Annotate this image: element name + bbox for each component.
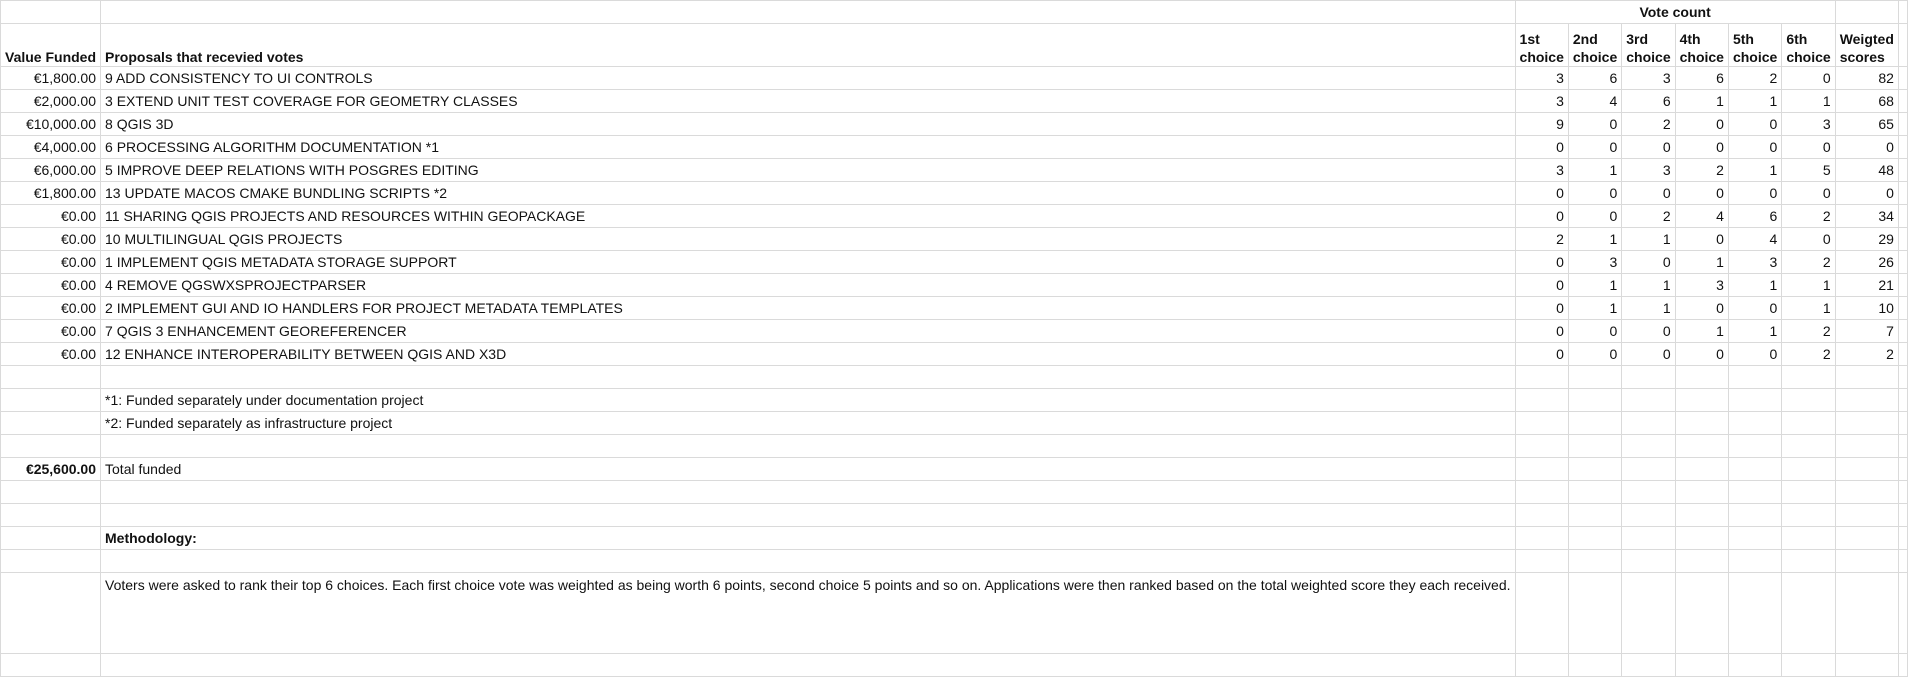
weighted-score-cell[interactable]: 21	[1835, 274, 1898, 297]
value-funded-cell[interactable]: €0.00	[1, 343, 101, 366]
cell[interactable]	[1515, 527, 1568, 550]
cell[interactable]	[1898, 182, 1907, 205]
choice-header-label: choice	[1732, 49, 1778, 65]
cell[interactable]	[1675, 389, 1728, 412]
choice-header-label: choice	[1572, 49, 1618, 65]
vote-count-cell-choice-3[interactable]: 1	[1622, 274, 1675, 297]
table-row	[1, 527, 1908, 550]
cell[interactable]	[1728, 573, 1781, 654]
cell[interactable]	[1515, 366, 1568, 389]
table-row	[1, 159, 1908, 182]
vote-count-cell-choice-5[interactable]: 2	[1728, 67, 1781, 90]
vote-count-cell-choice-3[interactable]: 1	[1622, 228, 1675, 251]
cell[interactable]	[1782, 504, 1835, 527]
proposal-cell[interactable]: 4 REMOVE QGSWXSPROJECTPARSER	[101, 274, 1516, 297]
vote-count-cell-choice-6[interactable]: 2	[1782, 320, 1835, 343]
cell[interactable]	[101, 1, 1516, 24]
cell[interactable]	[1675, 458, 1728, 481]
vote-count-cell-choice-6[interactable]: 2	[1782, 251, 1835, 274]
vote-count-cell-choice-2[interactable]: 1	[1568, 297, 1621, 320]
cell[interactable]	[1898, 1, 1907, 24]
vote-count-cell-choice-3[interactable]: 0	[1622, 320, 1675, 343]
vote-count-cell-choice-3[interactable]: 0	[1622, 182, 1675, 205]
weighted-scores-header[interactable]	[1835, 24, 1898, 67]
cell[interactable]	[1622, 527, 1675, 550]
proposal-cell[interactable]: 2 IMPLEMENT GUI AND IO HANDLERS FOR PROJECT METADATA TEMPLATES	[101, 297, 1516, 320]
cell[interactable]	[1, 435, 101, 458]
empty-row	[1, 504, 1908, 527]
table-row	[1, 228, 1908, 251]
cell[interactable]	[1898, 435, 1907, 458]
cell[interactable]	[1568, 654, 1621, 677]
empty-row	[1, 435, 1908, 458]
value-funded-cell[interactable]: €4,000.00	[1, 136, 101, 159]
cell[interactable]	[1835, 654, 1898, 677]
cell[interactable]	[101, 366, 1516, 389]
choice-header-rank: 5th	[1732, 31, 1754, 47]
cell[interactable]	[1728, 504, 1781, 527]
cell[interactable]	[1, 504, 101, 527]
proposal-cell[interactable]: 3 EXTEND UNIT TEST COVERAGE FOR GEOMETRY CLASSES	[101, 90, 1516, 113]
table-row	[1, 389, 1908, 412]
vote-count-cell-choice-1[interactable]: 0	[1515, 274, 1568, 297]
cell[interactable]	[1568, 527, 1621, 550]
table-row	[1, 182, 1908, 205]
empty-row	[1, 481, 1908, 504]
cell[interactable]	[1515, 654, 1568, 677]
proposals-header[interactable]: Proposals that recevied votes	[101, 24, 1516, 67]
vote-count-cell-choice-4[interactable]: 1	[1675, 90, 1728, 113]
choice-header-6[interactable]	[1782, 24, 1835, 67]
weighted-score-cell[interactable]: 29	[1835, 228, 1898, 251]
table-row	[1, 412, 1908, 435]
vote-count-cell-choice-5[interactable]: 1	[1728, 274, 1781, 297]
cell[interactable]	[1728, 412, 1781, 435]
table-row	[1, 136, 1908, 159]
vote-count-cell-choice-2[interactable]: 0	[1568, 205, 1621, 228]
vote-count-cell-choice-5[interactable]: 0	[1728, 297, 1781, 320]
cell[interactable]	[1782, 435, 1835, 458]
weighted-score-cell[interactable]: 82	[1835, 67, 1898, 90]
weighted-score-cell[interactable]: 68	[1835, 90, 1898, 113]
cell[interactable]	[1898, 67, 1907, 90]
vote-count-cell-choice-3[interactable]: 3	[1622, 159, 1675, 182]
cell[interactable]	[1898, 458, 1907, 481]
vote-count-cell-choice-6[interactable]: 1	[1782, 297, 1835, 320]
cell[interactable]	[1728, 481, 1781, 504]
vote-count-cell-choice-5[interactable]: 0	[1728, 182, 1781, 205]
cell[interactable]	[1515, 504, 1568, 527]
cell[interactable]	[1728, 550, 1781, 573]
cell[interactable]	[1835, 1, 1898, 24]
vote-count-cell-choice-3[interactable]: 0	[1622, 251, 1675, 274]
cell[interactable]	[1835, 573, 1898, 654]
cell[interactable]	[1898, 343, 1907, 366]
weighted-score-cell[interactable]: 34	[1835, 205, 1898, 228]
choice-header-rank: 4th	[1679, 31, 1701, 47]
cell[interactable]	[1728, 458, 1781, 481]
cell[interactable]	[1515, 389, 1568, 412]
table-row	[1, 343, 1908, 366]
cell[interactable]	[1835, 389, 1898, 412]
vote-count-cell-choice-4[interactable]: 0	[1675, 113, 1728, 136]
cell[interactable]	[1568, 435, 1621, 458]
vote-count-cell-choice-4[interactable]: 0	[1675, 297, 1728, 320]
empty-row	[1, 550, 1908, 573]
vote-count-cell-choice-2[interactable]: 6	[1568, 67, 1621, 90]
proposal-cell[interactable]: 13 UPDATE MACOS CMAKE BUNDLING SCRIPTS *2	[101, 182, 1516, 205]
cell[interactable]	[1, 654, 101, 677]
weighted-score-cell[interactable]: 0	[1835, 136, 1898, 159]
vote-count-cell-choice-2[interactable]: 3	[1568, 251, 1621, 274]
vote-count-cell-choice-1[interactable]: 0	[1515, 320, 1568, 343]
vote-count-cell-choice-4[interactable]: 0	[1675, 182, 1728, 205]
cell[interactable]	[1675, 550, 1728, 573]
total-funded-label[interactable]: Total funded	[101, 458, 1516, 481]
value-funded-cell[interactable]: €0.00	[1, 205, 101, 228]
cell[interactable]	[1622, 573, 1675, 654]
vote-count-cell-choice-3[interactable]: 0	[1622, 136, 1675, 159]
cell[interactable]	[1835, 527, 1898, 550]
cell[interactable]	[1782, 527, 1835, 550]
cell[interactable]	[1782, 654, 1835, 677]
cell[interactable]	[1835, 550, 1898, 573]
choice-header-3[interactable]	[1622, 24, 1675, 67]
table-row	[1, 458, 1908, 481]
vote-count-cell-choice-6[interactable]: 5	[1782, 159, 1835, 182]
vote-count-cell-choice-6[interactable]: 1	[1782, 274, 1835, 297]
vote-count-cell-choice-2[interactable]: 4	[1568, 90, 1621, 113]
cell[interactable]	[1, 412, 101, 435]
table-row	[1, 205, 1908, 228]
vote-count-cell-choice-1[interactable]: 0	[1515, 297, 1568, 320]
cell[interactable]	[1898, 481, 1907, 504]
vote-count-cell-choice-3[interactable]: 6	[1622, 90, 1675, 113]
vote-count-cell-choice-1[interactable]: 3	[1515, 90, 1568, 113]
cell[interactable]	[1568, 504, 1621, 527]
cell[interactable]	[101, 504, 1516, 527]
value-funded-cell[interactable]: €0.00	[1, 297, 101, 320]
cell[interactable]	[1515, 412, 1568, 435]
cell[interactable]	[1898, 113, 1907, 136]
cell[interactable]	[1898, 320, 1907, 343]
cell[interactable]	[1, 573, 101, 654]
cell[interactable]	[1515, 481, 1568, 504]
cell[interactable]	[1898, 228, 1907, 251]
proposal-cell[interactable]: 7 QGIS 3 ENHANCEMENT GEOREFERENCER	[101, 320, 1516, 343]
proposal-cell[interactable]: 12 ENHANCE INTEROPERABILITY BETWEEN QGIS AND X3D	[101, 343, 1516, 366]
cell[interactable]	[1568, 573, 1621, 654]
cell[interactable]	[1898, 90, 1907, 113]
vote-count-cell-choice-5[interactable]: 6	[1728, 205, 1781, 228]
cell[interactable]	[1, 481, 101, 504]
cell[interactable]	[1675, 654, 1728, 677]
value-funded-cell[interactable]: €0.00	[1, 228, 101, 251]
cell[interactable]	[1782, 366, 1835, 389]
weighted-score-cell[interactable]: 65	[1835, 113, 1898, 136]
table-row	[1, 297, 1908, 320]
cell[interactable]	[1835, 366, 1898, 389]
cell[interactable]	[1835, 412, 1898, 435]
choice-header-rank: 2nd	[1572, 31, 1598, 47]
vote-count-cell-choice-3[interactable]: 2	[1622, 205, 1675, 228]
table-row	[1, 251, 1908, 274]
value-funded-cell[interactable]: €6,000.00	[1, 159, 101, 182]
cell[interactable]	[1835, 458, 1898, 481]
footnote-1[interactable]: *1: Funded separately under documentation project	[101, 389, 1516, 412]
cell[interactable]	[1898, 24, 1907, 67]
vote-count-cell-choice-4[interactable]: 4	[1675, 205, 1728, 228]
vote-count-cell-choice-3[interactable]: 2	[1622, 113, 1675, 136]
methodology-text[interactable]: Voters were asked to rank their top 6 choices. Each first choice vote was weighted as being worth 6 points, second choice 5 points and so on. Applications were then ranked based on the total weighted score they each received.	[101, 573, 1516, 654]
vote-count-cell-choice-5[interactable]: 0	[1728, 113, 1781, 136]
cell[interactable]	[1728, 654, 1781, 677]
vote-count-cell-choice-2[interactable]: 0	[1568, 113, 1621, 136]
vote-count-cell-choice-6[interactable]: 0	[1782, 228, 1835, 251]
weighted-score-cell[interactable]: 48	[1835, 159, 1898, 182]
choice-header-label: choice	[1626, 49, 1671, 65]
cell[interactable]	[1898, 573, 1907, 654]
cell[interactable]	[101, 481, 1516, 504]
value-funded-cell[interactable]: €1,800.00	[1, 182, 101, 205]
value-funded-cell[interactable]: €2,000.00	[1, 90, 101, 113]
vote-count-cell-choice-5[interactable]: 1	[1728, 90, 1781, 113]
value-funded-cell[interactable]: €0.00	[1, 320, 101, 343]
vote-count-cell-choice-1[interactable]: 3	[1515, 159, 1568, 182]
cell[interactable]	[1675, 366, 1728, 389]
weighted-header-line2: scores	[1839, 49, 1885, 65]
vote-count-cell-choice-6[interactable]: 0	[1782, 136, 1835, 159]
proposal-cell[interactable]: 1 IMPLEMENT QGIS METADATA STORAGE SUPPORT	[101, 251, 1516, 274]
proposal-cell[interactable]: 8 QGIS 3D	[101, 113, 1516, 136]
choice-header-rank: 6th	[1786, 31, 1808, 47]
cell[interactable]	[1782, 573, 1835, 654]
cell[interactable]	[1675, 412, 1728, 435]
footnote-2[interactable]: *2: Funded separately as infrastructure project	[101, 412, 1516, 435]
cell[interactable]	[1728, 527, 1781, 550]
vote-count-header[interactable]: Vote count	[1515, 1, 1835, 24]
choice-header-5[interactable]	[1728, 24, 1781, 67]
cell[interactable]	[1835, 481, 1898, 504]
empty-row	[1, 654, 1908, 677]
cell[interactable]	[1675, 573, 1728, 654]
vote-count-cell-choice-6[interactable]: 1	[1782, 90, 1835, 113]
vote-count-cell-choice-1[interactable]: 2	[1515, 228, 1568, 251]
cell[interactable]	[101, 550, 1516, 573]
cell[interactable]	[1675, 527, 1728, 550]
proposal-cell[interactable]: 5 IMPROVE DEEP RELATIONS WITH POSGRES EDITING	[101, 159, 1516, 182]
vote-count-cell-choice-4[interactable]: 1	[1675, 251, 1728, 274]
table-row	[1, 67, 1908, 90]
cell[interactable]	[1898, 274, 1907, 297]
cell[interactable]	[1568, 412, 1621, 435]
cell[interactable]	[1568, 389, 1621, 412]
cell[interactable]	[1728, 435, 1781, 458]
choice-header-rank: 1st	[1519, 31, 1540, 47]
cell[interactable]	[1568, 550, 1621, 573]
vote-count-cell-choice-3[interactable]: 3	[1622, 67, 1675, 90]
vote-count-cell-choice-1[interactable]: 0	[1515, 343, 1568, 366]
proposal-cell[interactable]: 6 PROCESSING ALGORITHM DOCUMENTATION *1	[101, 136, 1516, 159]
vote-count-cell-choice-5[interactable]: 0	[1728, 343, 1781, 366]
value-funded-cell[interactable]: €10,000.00	[1, 113, 101, 136]
vote-count-cell-choice-2[interactable]: 1	[1568, 274, 1621, 297]
vote-count-cell-choice-1[interactable]: 0	[1515, 251, 1568, 274]
vote-count-cell-choice-2[interactable]: 0	[1568, 136, 1621, 159]
choice-header-1[interactable]	[1515, 24, 1568, 67]
vote-count-cell-choice-1[interactable]: 3	[1515, 67, 1568, 90]
cell[interactable]	[1622, 481, 1675, 504]
table-row	[1, 274, 1908, 297]
vote-count-cell-choice-2[interactable]: 1	[1568, 228, 1621, 251]
cell[interactable]	[1568, 366, 1621, 389]
weighted-header-line1: Weigted	[1839, 31, 1894, 47]
cell[interactable]	[1568, 481, 1621, 504]
empty-row	[1, 366, 1908, 389]
vote-count-cell-choice-1[interactable]: 0	[1515, 205, 1568, 228]
cell[interactable]	[1898, 136, 1907, 159]
cell[interactable]	[1835, 504, 1898, 527]
vote-count-cell-choice-4[interactable]: 3	[1675, 274, 1728, 297]
choice-header-4[interactable]	[1675, 24, 1728, 67]
cell[interactable]	[1898, 389, 1907, 412]
cell[interactable]	[1622, 389, 1675, 412]
vote-count-cell-choice-5[interactable]: 3	[1728, 251, 1781, 274]
cell[interactable]	[1898, 654, 1907, 677]
cell[interactable]	[101, 435, 1516, 458]
choice-header-label: choice	[1786, 49, 1831, 65]
cell[interactable]	[1515, 550, 1568, 573]
cell[interactable]	[1, 366, 101, 389]
weighted-score-cell[interactable]: 2	[1835, 343, 1898, 366]
value-funded-cell[interactable]: €0.00	[1, 251, 101, 274]
vote-count-cell-choice-2[interactable]: 0	[1568, 320, 1621, 343]
methodology-title[interactable]: Methodology:	[101, 527, 1516, 550]
weighted-score-cell[interactable]: 0	[1835, 182, 1898, 205]
cell[interactable]	[1835, 435, 1898, 458]
cell[interactable]	[1782, 389, 1835, 412]
cell[interactable]	[1898, 550, 1907, 573]
vote-count-cell-choice-2[interactable]: 0	[1568, 182, 1621, 205]
vote-count-cell-choice-5[interactable]: 0	[1728, 136, 1781, 159]
vote-count-cell-choice-4[interactable]: 0	[1675, 343, 1728, 366]
cell[interactable]	[1898, 297, 1907, 320]
cell[interactable]	[1622, 458, 1675, 481]
cell[interactable]	[1515, 435, 1568, 458]
vote-count-cell-choice-5[interactable]: 1	[1728, 159, 1781, 182]
vote-count-cell-choice-4[interactable]: 2	[1675, 159, 1728, 182]
cell[interactable]	[1898, 412, 1907, 435]
cell[interactable]	[1622, 550, 1675, 573]
cell[interactable]	[1675, 481, 1728, 504]
vote-count-cell-choice-2[interactable]: 1	[1568, 159, 1621, 182]
choice-header-2[interactable]	[1568, 24, 1621, 67]
vote-count-cell-choice-2[interactable]: 0	[1568, 343, 1621, 366]
proposal-cell[interactable]: 10 MULTILINGUAL QGIS PROJECTS	[101, 228, 1516, 251]
cell[interactable]	[101, 654, 1516, 677]
cell[interactable]	[1782, 481, 1835, 504]
cell[interactable]	[1675, 435, 1728, 458]
cell[interactable]	[1, 1, 101, 24]
cell[interactable]	[1728, 389, 1781, 412]
cell[interactable]	[1898, 504, 1907, 527]
cell[interactable]	[1622, 366, 1675, 389]
vote-count-cell-choice-6[interactable]: 2	[1782, 205, 1835, 228]
value-funded-header[interactable]: Value Funded	[1, 24, 101, 67]
cell[interactable]	[1898, 205, 1907, 228]
vote-count-cell-choice-4[interactable]: 1	[1675, 320, 1728, 343]
cell[interactable]	[1782, 458, 1835, 481]
table-row	[1, 113, 1908, 136]
cell[interactable]	[1898, 159, 1907, 182]
weighted-score-cell[interactable]: 10	[1835, 297, 1898, 320]
cell[interactable]	[1898, 366, 1907, 389]
total-funded-value[interactable]: €25,600.00	[1, 458, 101, 481]
proposal-cell[interactable]: 9 ADD CONSISTENCY TO UI CONTROLS	[101, 67, 1516, 90]
vote-count-cell-choice-5[interactable]: 4	[1728, 228, 1781, 251]
vote-count-cell-choice-3[interactable]: 1	[1622, 297, 1675, 320]
value-funded-cell[interactable]: €1,800.00	[1, 67, 101, 90]
vote-count-cell-choice-1[interactable]: 9	[1515, 113, 1568, 136]
vote-count-cell-choice-6[interactable]: 3	[1782, 113, 1835, 136]
choice-header-rank: 3rd	[1626, 31, 1649, 47]
cell[interactable]	[1622, 504, 1675, 527]
cell[interactable]	[1622, 435, 1675, 458]
cell[interactable]	[1515, 458, 1568, 481]
choice-header-label: choice	[1679, 49, 1724, 65]
weighted-score-cell[interactable]: 26	[1835, 251, 1898, 274]
table-row	[1, 573, 1908, 654]
cell[interactable]	[1675, 504, 1728, 527]
table-row	[1, 90, 1908, 113]
vote-count-cell-choice-5[interactable]: 1	[1728, 320, 1781, 343]
cell[interactable]	[1782, 550, 1835, 573]
cell[interactable]	[1, 527, 101, 550]
vote-count-cell-choice-1[interactable]: 0	[1515, 182, 1568, 205]
cell[interactable]	[1782, 412, 1835, 435]
cell[interactable]	[1898, 251, 1907, 274]
vote-count-cell-choice-6[interactable]: 2	[1782, 343, 1835, 366]
cell[interactable]	[1728, 366, 1781, 389]
vote-count-cell-choice-6[interactable]: 0	[1782, 182, 1835, 205]
proposal-cell[interactable]: 11 SHARING QGIS PROJECTS AND RESOURCES WITHIN GEOPACKAGE	[101, 205, 1516, 228]
value-funded-cell[interactable]: €0.00	[1, 274, 101, 297]
cell[interactable]	[1, 550, 101, 573]
vote-count-cell-choice-3[interactable]: 0	[1622, 343, 1675, 366]
table-row	[1, 320, 1908, 343]
choice-header-label: choice	[1519, 49, 1564, 65]
cell[interactable]	[1622, 412, 1675, 435]
cell[interactable]	[1622, 654, 1675, 677]
vote-count-cell-choice-4[interactable]: 0	[1675, 228, 1728, 251]
vote-count-cell-choice-6[interactable]: 0	[1782, 67, 1835, 90]
weighted-score-cell[interactable]: 7	[1835, 320, 1898, 343]
vote-count-cell-choice-4[interactable]: 0	[1675, 136, 1728, 159]
cell[interactable]	[1898, 527, 1907, 550]
vote-count-cell-choice-4[interactable]: 6	[1675, 67, 1728, 90]
cell[interactable]	[1515, 573, 1568, 654]
vote-count-cell-choice-1[interactable]: 0	[1515, 136, 1568, 159]
cell[interactable]	[1, 389, 101, 412]
cell[interactable]	[1568, 458, 1621, 481]
